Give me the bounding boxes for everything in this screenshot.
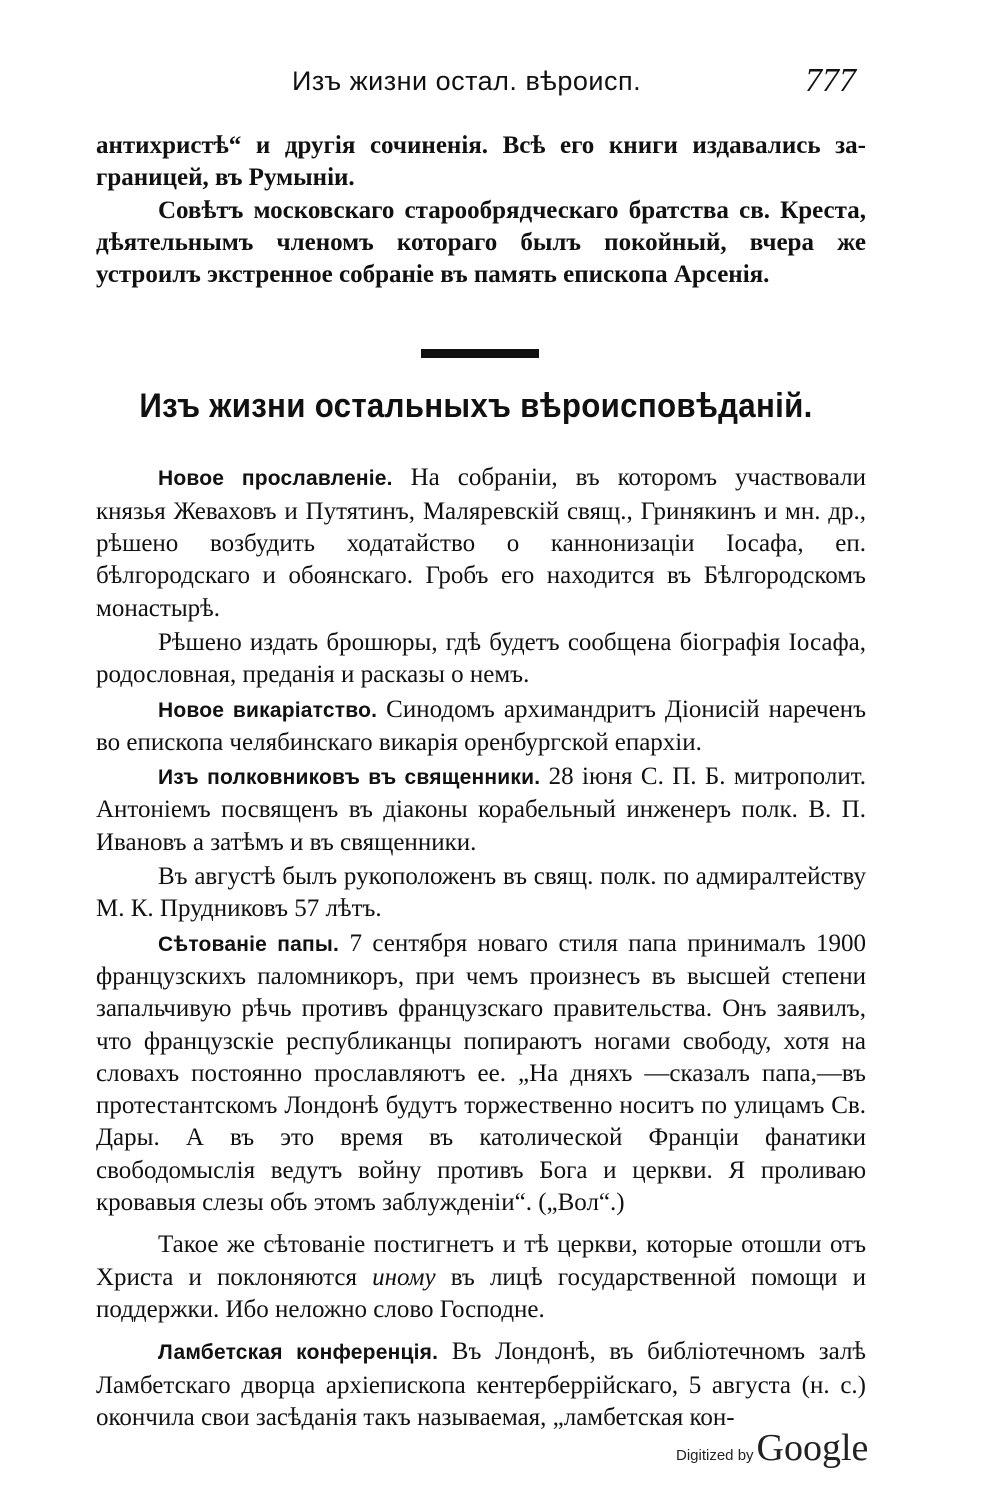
digitized-by-watermark (676, 1426, 868, 1470)
opening-paragraph-1: антихристѣ“ и другія сочиненія. Всѣ его книги издавались за-границей, въ Румыніи. (96, 132, 866, 192)
item-lambeth-conference (96, 1336, 866, 1434)
paragraph-emphasis: иному (372, 1263, 436, 1291)
paragraph-text-after: въ лицѣ государственной помощи и поддержки. Ибо неложно слово Господне. (96, 1263, 866, 1323)
item-text: 7 сентября новаго стиля папа принималъ 1900 французскихъ паломникоръ, при чемъ произнесъ въ высшей степени запальчивую рѣчь противъ французскаго правительства. Онъ заявилъ, что французскіе республиканцы попираютъ ногами свободу, хотя на словахъ постоянно прославляютъ ее. „На дняхъ —сказалъ папа,—въ протестантскомъ Лондонѣ будутъ торжественно носитъ по улицамъ Св. Дары. А въ это время въ католической Франціи фанатики свободомыслія ведутъ войну противъ Бога и церкви. Я проливаю кровавыя слезы объ этомъ заблужденіи“. („Вол“.) (96, 929, 867, 1217)
item-heading: Ламбетская конференція. (158, 1341, 439, 1365)
item-heading: Новое прославленіе. (158, 467, 393, 491)
paragraph-text-before: Такое же сѣтованіе постигнетъ и тѣ церкви, которые отошли отъ Христа и поклоняются (96, 1231, 866, 1291)
item-text: 28 іюня С. П. Б. митрополит. Антоніемъ посвященъ въ діаконы корабельный инженеръ полк. В. П. Ивановъ а затѣмъ и въ священники. (96, 763, 866, 856)
section-title: Изъ жизни остальныхъ вѣроисповѣданій. (139, 387, 813, 426)
item-text: Въ Лондонѣ, въ библіотечномъ залѣ Ламбетскаго дворца архіепископа кентерберрійскаго, 5 августа (н. с.) окончила свои засѣданія такъ называемая, „ламбетская кон- (96, 1338, 867, 1431)
item-text: Синодомъ архимандритъ Діонисій нареченъ во епископа челябинскаго викарія оренбургской епархіи. (96, 695, 866, 756)
item-pope-lament (96, 928, 866, 1220)
book-page (96, 60, 866, 1434)
item-vicariate (96, 694, 866, 760)
item-heading: Сѣтованіе папы. (158, 932, 340, 956)
running-head (96, 60, 866, 110)
page-number: 777 (805, 62, 856, 99)
item-ordination (96, 861, 866, 926)
section-divider (96, 291, 866, 387)
google-logo: Google (756, 1427, 869, 1469)
item-text: На собраніи, въ которомъ участвовали князья Жеваховъ и Путятинъ, Маляревскій свящ., Гринякинъ и мн. др., рѣшено возбудить ходатайство о каннонизаціи Іосафа, еп. бѣлгородскаго и обоянскаго. Гробъ его находится въ Бѣлгородскомъ монастырѣ. (96, 464, 866, 622)
opening-paragraph-2: Совѣтъ московскаго старообрядческаго братства св. Креста, дѣятельнымъ членомъ котораго былъ покойный, вчера же устроилъ экстренное собраніе въ память епископа Арсенія. (96, 196, 866, 289)
item-heading: Новое викаріатство. (158, 698, 378, 722)
paragraph-otoshli (96, 1229, 866, 1326)
item-heading: Изъ полковниковъ въ священники. (158, 766, 541, 790)
item-text: Рѣшено издать брошюры, гдѣ будетъ сообщена біографія Іосафа, родословная, преданія и расказы о немъ. (96, 628, 866, 689)
divider-rule (421, 349, 539, 358)
item-canonization (96, 462, 866, 624)
watermark-prefix: Digitized by (676, 1447, 754, 1464)
item-brochures (96, 627, 866, 692)
item-colonels (96, 761, 866, 859)
running-title: Изъ жизни остал. вѣроисп. (292, 66, 642, 96)
item-text: Въ августѣ былъ рукоположенъ въ свящ. полк. по адмиралтейству М. К. Прудниковъ 57 лѣтъ. (96, 863, 866, 923)
